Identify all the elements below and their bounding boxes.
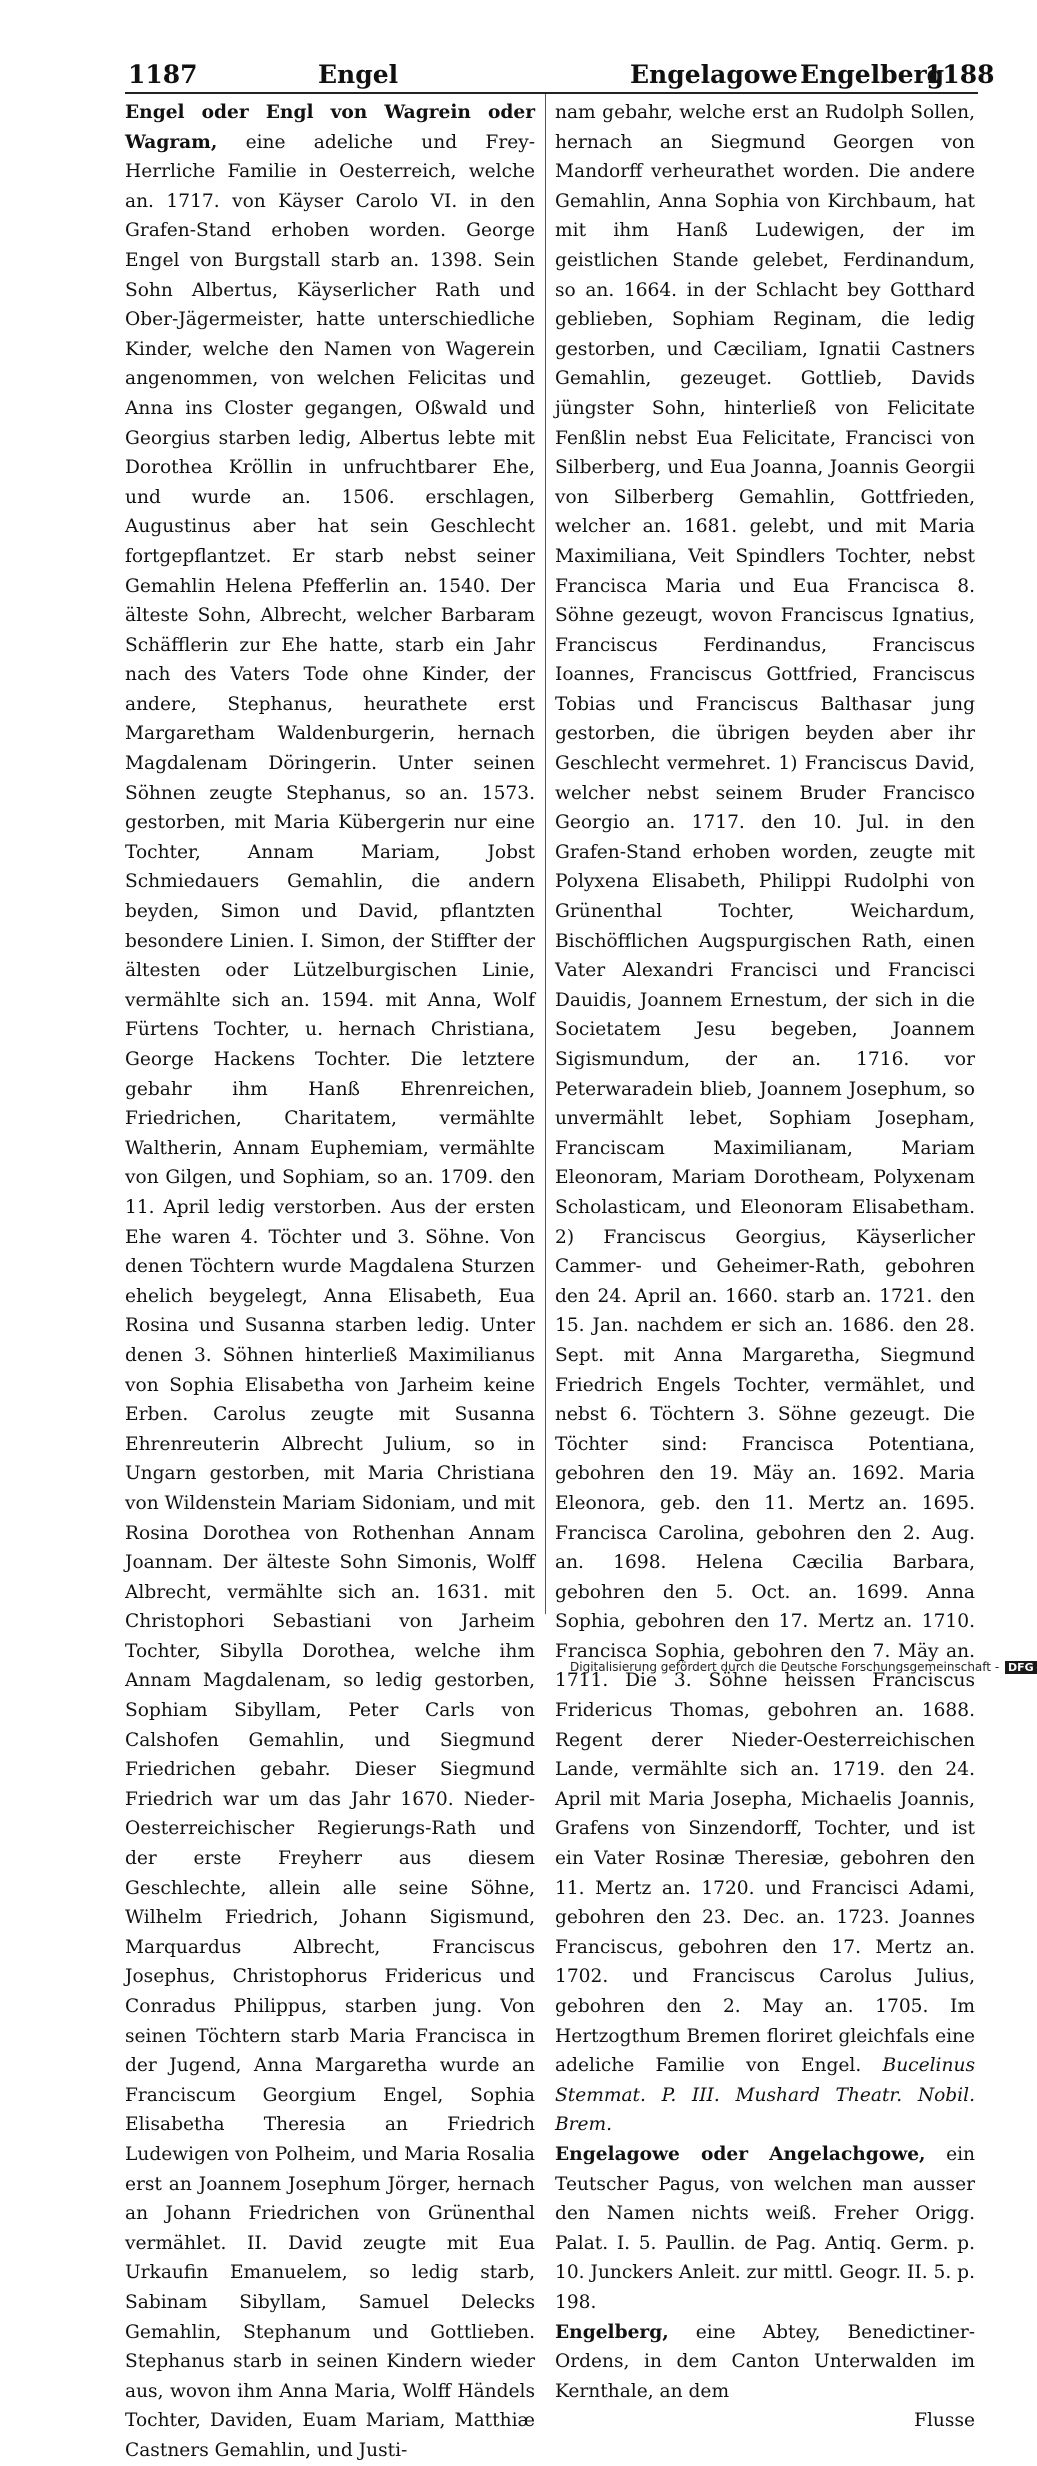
header-rule	[125, 92, 978, 94]
entry-engelberg-headword: Engelberg,	[555, 2321, 669, 2343]
running-head-right-first: Engelagowe	[630, 60, 798, 89]
entry-engel	[125, 98, 535, 2466]
continuation-text: nam gebahr, welche erst an Rudolph Sollen, hernach an Siegmund Georgen von Mandorff verheurathet worden. Die andere Gemahlin, Anna Sophia von Kirchbaum, hat mit ihm Hanß Ludewigen, der im geistlichen Stande gelebet, Ferdinandum, so an. 1664. in der Schlacht bey Gotthard geblieben, Sophiam Reginam, die ledig gestorben, und Cæciliam, Ignatii Castners Gemahlin, gezeuget. Gottlieb, Davids jüngster Sohn, hinterließ von Felicitate Fenßlin nebst Eua Felicitate, Francisci von Silberberg, und Eua Joanna, Joannis Georgii von Silberberg Gemahlin, Gottfrieden, welcher an. 1681. gelebt, und mit Maria Maximiliana, Veit Spindlers Tochter, nebst Francisca Maria und Eua Francisca 8. Söhne gezeugt, wovon Franciscus Ignatius, Franciscus Ferdinandus, Franciscus Ioannes, Franciscus Gottfried, Franciscus Tobias und Franciscus Balthasar jung gestorben, die übrigen beyden aber ihr Geschlecht vermehret. 1) Franciscus David, welcher nebst seinem Bruder Francisco Georgio an. 1717. den 10. Jul. in den Grafen-Stand erhoben worden, zeugte mit Polyxena Elisabeth, Philippi Rudolphi von Grünenthal Tochter, Weichardum, Bischöfflichen Augspurgischen Rath, einen Vater Alexandri Francisci und Francisci Dauidis, Joannem Ernestum, der sich in die Societatem Jesu begeben, Joannem Sigismundum, der an. 1716. vor Peterwaradein blieb, Joannem Josephum, so unvermählt lebet, Sophiam Josepham, Franciscam Maximilianam, Mariam Eleonoram, Mariam Dorotheam, Polyxenam Scholasticam, und Eleonoram Elisabetham. 2) Franciscus Georgius, Käyserlicher Cammer- und Geheimer-Rath, gebohren den 24. April an. 1660. starb an. 1721. den 15. Jan. nachdem er sich an. 1686. den 28. Sept. mit Anna Margaretha, Siegmund Friedrich Engels Tochter, vermählet, und nebst 6. Töchtern 3. Söhne gezeugt. Die Töchter sind: Francisca Potentiana, gebohren den 19. Mäy an. 1692. Maria Eleonora, geb. den 11. Mertz an. 1695. Francisca Carolina, gebohren den 2. Aug. an. 1698. Helena Cæcilia Barbara, gebohren den 5. Oct. an. 1699. Anna Sophia, gebohren den 17. Mertz an. 1710. Francisca Sophia, gebohren den 7. Mäy an. 1711. Die 3. Söhne heissen Franciscus Fridericus Thomas, gebohren an. 1688. Regent derer Nieder-Oesterreichischen Lande, vermählte sich an. 1719. den 24. April mit Maria Josepha, Michaelis Joannis, Grafens von Sinzendorff, Tochter, und ist ein Vater Rosinæ Theresiæ, gebohren den 11. Mertz an. 1720. und Francisci Adami, gebohren den 23. Dec. an. 1723. Joannes Franciscus, gebohren den 17. Mertz an. 1702. und Franciscus Carolus Julius, gebohren den 2. May an. 1705. Im Hertzogthum Bremen floriret gleichfals eine adeliche Familie von Engel.	[555, 102, 975, 2077]
running-head-right-last: Engelberg	[800, 60, 945, 89]
footer-text: Digitalisierung gefördert durch die Deutsche Forschungsgemeinschaft -	[570, 1660, 1000, 1674]
entry-engelagowe-headword: Engelagowe oder Angelachgowe,	[555, 2143, 926, 2165]
entry-engel-text: eine adeliche und Frey-Herrliche Familie in Oesterreich, welche an. 1717. von Käyser Carolo VI. in den Grafen-Stand erhoben worden. George Engel von Burgstall starb an. 1398. Sein Sohn Albertus, Käyserlicher Rath und Ober-Jägermeister, hatte unterschiedliche Kinder, welche den Namen von Wagerein angenommen, von welchen Felicitas und Anna ins Closter gegangen, Oßwald und Georgius starben ledig, Albertus lebte mit Dorothea Kröllin in unfruchtbarer Ehe, und wurde an. 1506. erschlagen, Augustinus aber hat sein Geschlecht fortgepflantzet. Er starb nebst seiner Gemahlin Helena Pfefferlin an. 1540. Der älteste Sohn, Albrecht, welcher Barbaram Schäfflerin zur Ehe hatte, starb ein Jahr nach des Vaters Tode ohne Kinder, der andere, Stephanus, heurathete erst Margaretham Waldenburgerin, hernach Magdalenam Döringerin. Unter seinen Söhnen zeugte Stephanus, so an. 1573. gestorben, mit Maria Kübergerin nur eine Tochter, Annam Mariam, Jobst Schmiedauers Gemahlin, die andern beyden, Simon und David, pflantzten besondere Linien. I. Simon, der Stiffter der ältesten oder Lützelburgischen Linie, vermählte sich an. 1594. mit Anna, Wolf Fürtens Tochter, u. hernach Christiana, George Hackens Tochter. Die letztere gebahr ihm Hanß Ehrenreichen, Friedrichen, Charitatem, vermählte Waltherin, Annam Euphemiam, vermählte von Gilgen, und Sophiam, so an. 1709. den 11. April ledig verstorben. Aus der ersten Ehe waren 4. Töchter und 3. Söhne. Von denen Töchtern wurde Magdalena Sturzen ehelich beygelegt, Anna Elisabeth, Eua Rosina und Susanna starben ledig. Unter denen 3. Söhnen hinterließ Maximilianus von Sophia Elisabetha von Jarheim keine Erben. Carolus zeugte mit Susanna Ehrenreuterin Albrecht Julium, so in Ungarn gestorben, mit Maria Christiana von Wildenstein Mariam Sidoniam, und mit Rosina Dorothea von Rothenhan Annam Joannam. Der älteste Sohn Simonis, Wolff Albrecht, vermählte sich an. 1631. mit Christophori Sebastiani von Jarheim Tochter, Sibylla Dorothea, welche ihm Annam Magdalenam, so ledig gestorben, Sophiam Sibyllam, Peter Carls von Calshofen Gemahlin, und Siegmund Friedrichen gebahr. Dieser Siegmund Friedrich war um das Jahr 1670. Nieder-Oesterreichischer Regierungs-Rath und der erste Freyherr aus diesem Geschlechte, allein alle seine Söhne, Wilhelm Friedrich, Johann Sigismund, Marquardus Albrecht, Franciscus Josephus, Christophorus Fridericus und Conradus Philippus, starben jung. Von seinen Töchtern starb Maria Francisca in der Jugend, Anna Margaretha wurde an Franciscum Georgium Engel, Sophia Elisabetha Theresia an Friedrich Ludewigen von Polheim, und Maria Rosalia erst an Joannem Josephum Jörger, hernach an Johann Friedrichen von Grünenthal vermählet. II. David zeugte mit Eua Urkaufin Emanuelem, so ledig starb, Sabinam Sibyllam, Samuel Delecks Gemahlin, Stephanum und Gottlieben. Stephanus starb in seinen Kindern wieder aus, wovon ihm Anna Maria, Wolff Händels Tochter, Daviden, Euam Mariam, Matthiæ Castners Gemahlin, und Justi-	[125, 131, 535, 2461]
entry-engel-continuation	[555, 98, 975, 2140]
column-separator	[545, 94, 546, 1614]
dfg-logo: DFG	[1005, 1661, 1037, 1674]
catchword: Flusse	[914, 2410, 975, 2432]
entry-engelberg-text: eine Abtey, Benedictiner-Ordens, in dem Canton Unterwalden im Kernthale, an dem	[555, 2321, 975, 2402]
source-reference: Bucelinus Stemmat. P. III. Mushard Theatr. Nobil. Brem.	[555, 2055, 975, 2136]
running-head-left: Engel	[318, 60, 399, 89]
entry-engel-headword: Engel oder Engl von Wagrein oder Wagram,	[125, 102, 535, 153]
entry-engelagowe-text: ein Teutscher Pagus, von welchen man ausser den Namen nichts weiß. Freher Origg. Palat. I. 5. Paullin. de Pag. Antiq. Germ. p. 10. Junckers Anleit. zur mittl. Geogr. II. 5. p. 198.	[555, 2143, 975, 2313]
left-column	[125, 98, 535, 2461]
digitization-footer	[570, 1660, 1034, 1678]
entry-engelagowe	[555, 2140, 975, 2318]
page-number-left: 1187	[128, 60, 198, 89]
catchword-line	[555, 2406, 975, 2436]
page-number-right: 1188	[925, 60, 995, 89]
entry-engelberg	[555, 2318, 975, 2407]
